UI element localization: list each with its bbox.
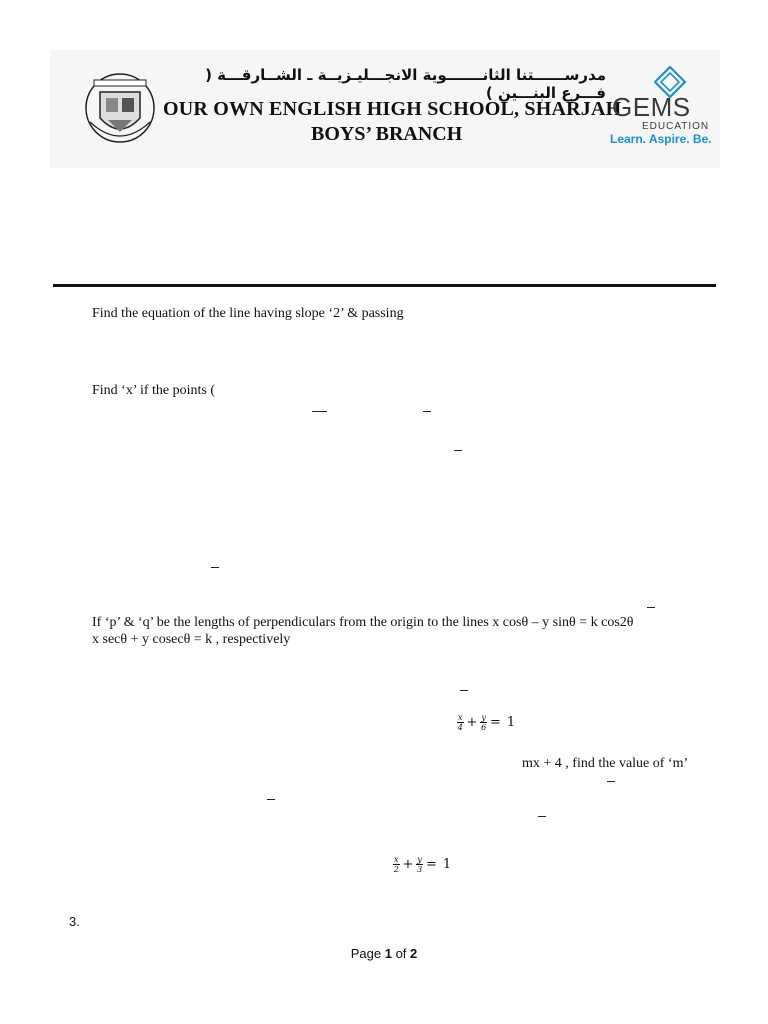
fraction-bar <box>267 799 275 800</box>
gems-education-text: EDUCATION <box>642 121 710 132</box>
fraction-bar <box>647 607 655 608</box>
header-divider <box>53 284 716 287</box>
fraction-bar <box>460 690 468 691</box>
question-perpendicular-line1: If ‘p’ & ‘q’ be the lengths of perpendiculars from the origin to the lines x cosθ – y sinθ = k cos2θ <box>92 615 634 630</box>
fraction-bar <box>312 411 327 412</box>
gems-tagline: Learn. Aspire. Be. <box>610 132 712 146</box>
item-number: 3. <box>69 914 80 929</box>
school-crest-logo <box>82 70 158 148</box>
fraction-bar <box>607 781 615 782</box>
gems-logo-text: GEMS <box>612 92 691 122</box>
school-name: OUR OWN ENGLISH HIGH SCHOOL, SHARJAH <box>163 98 622 120</box>
fraction-bar <box>538 816 546 817</box>
question-find-m: mx + 4 , find the value of ‘m’ <box>522 756 689 771</box>
question-find-x: Find ‘x’ if the points ( <box>92 383 216 398</box>
page-number: Page 1 of 2 <box>350 946 418 961</box>
equation-intercept-1: $\frac{x}{4}$ + $\frac{y}{6}$ = 1 <box>457 713 516 732</box>
fraction-bar <box>211 567 219 568</box>
school-name-arabic: مدرســــــتنا الثانـــــــوية الانجـــليـزيــة ـ الشــارقـــة ( فـــرع البنـــين ) <box>205 66 606 102</box>
fraction-bar <box>423 411 431 412</box>
branch-name: BOYS’ BRANCH <box>311 123 463 145</box>
question-line-equation: Find the equation of the line having slope ‘2’ & passing <box>92 306 404 321</box>
fraction-bar <box>454 450 462 451</box>
question-perpendicular-line2: x secθ + y cosecθ = k , respectively <box>92 632 291 647</box>
equation-intercept-2: $\frac{x}{2}$ + $\frac{y}{3}$ = 1 <box>393 855 452 874</box>
